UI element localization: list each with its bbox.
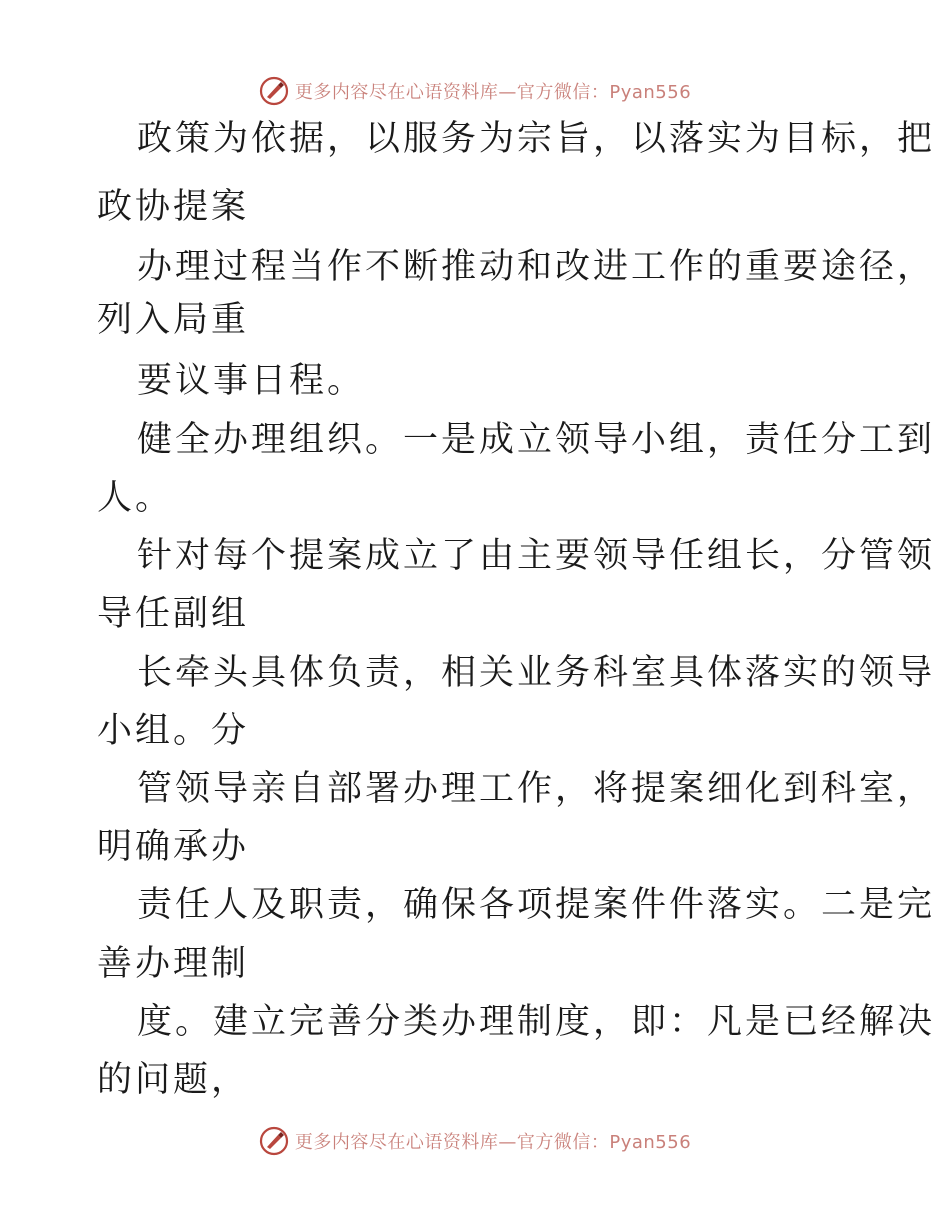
watermark-text: 更多内容尽在心语资料库—官方微信：Pyan556 <box>294 1132 692 1153</box>
text-line: 办理过程当作不断推动和改进工作的重要途径， <box>137 247 936 287</box>
text-line: 健全办理组织。一是成立领导小组，责任分工到 <box>137 420 936 460</box>
pen-logo-icon <box>259 76 289 106</box>
text-line: 的问题， <box>97 1060 250 1100</box>
watermark-text: 更多内容尽在心语资料库—官方微信：Pyan556 <box>294 82 692 103</box>
text-line: 政策为依据，以服务为宗旨，以落实为目标，把 <box>137 119 936 159</box>
footer-watermark <box>0 1121 950 1161</box>
text-line: 列入局重 <box>97 300 250 340</box>
text-line: 善办理制 <box>97 944 250 984</box>
pen-logo-icon <box>259 1126 289 1156</box>
text-line: 针对每个提案成立了由主要领导任组长，分管领 <box>137 536 936 576</box>
text-line: 政协提案 <box>97 187 250 227</box>
text-line: 度。建立完善分类办理制度，即：凡是已经解决 <box>137 1002 936 1042</box>
text-line: 责任人及职责，确保各项提案件件落实。二是完 <box>137 885 936 925</box>
text-line: 长牵头具体负责，相关业务科室具体落实的领导 <box>137 653 936 693</box>
text-line: 小组。分 <box>97 711 250 751</box>
text-line: 导任副组 <box>97 594 250 634</box>
text-line: 管领导亲自部署办理工作，将提案细化到科室， <box>137 769 936 809</box>
text-line: 明确承办 <box>97 827 250 867</box>
text-line: 要议事日程。 <box>137 361 366 401</box>
text-line: 人。 <box>97 478 174 518</box>
header-watermark <box>0 71 950 111</box>
